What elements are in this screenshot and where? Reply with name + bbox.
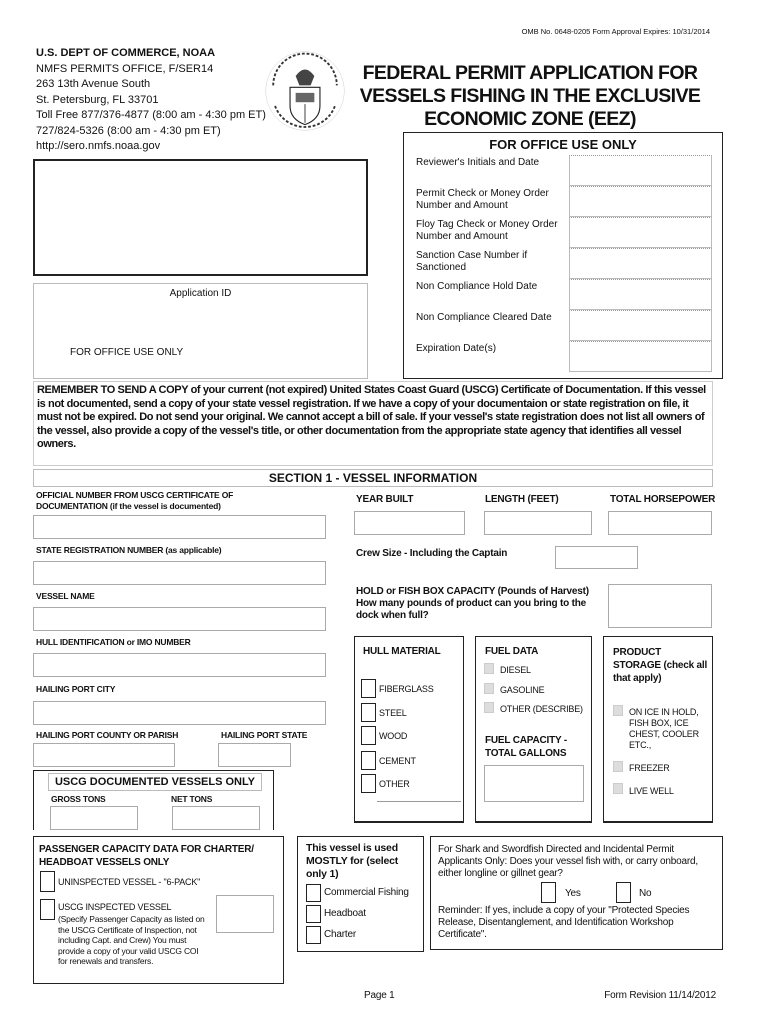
- hull-material-heading: HULL MATERIAL: [363, 646, 441, 657]
- office-row-label: Floy Tag Check or Money Order Number and Amount: [416, 219, 558, 242]
- commerce-seal-logo: [262, 45, 348, 137]
- charter-option[interactable]: [306, 926, 417, 945]
- page-title: [345, 62, 715, 131]
- gross-tons-field[interactable]: [50, 806, 138, 830]
- office-row: [404, 217, 722, 248]
- hold-capacity-label: HOLD or FISH BOX CAPACITY (Pounds of Harvest) How many pounds of product can you bring to the dock when full?: [356, 586, 589, 621]
- length-label: LENGTH (FEET): [485, 494, 559, 505]
- freezer-checkbox[interactable]: [613, 761, 623, 772]
- other-hull-line[interactable]: [377, 801, 461, 802]
- office-field[interactable]: [569, 155, 712, 186]
- office-row: [404, 310, 722, 341]
- gross-tons-label: GROSS TONS: [51, 794, 106, 804]
- address-line: 263 13th Avenue South: [36, 78, 151, 90]
- usage-heading: This vessel is used MOSTLY for (select only 1): [306, 842, 399, 880]
- section1-heading: SECTION 1 - VESSEL INFORMATION: [33, 469, 713, 487]
- other-hull-label: OTHER: [379, 779, 410, 789]
- passenger-capacity-field[interactable]: [216, 895, 274, 933]
- uninspected-checkbox[interactable]: [40, 871, 55, 892]
- office-field[interactable]: [569, 248, 712, 279]
- commercial-fishing-option[interactable]: [306, 884, 417, 903]
- application-id-label: Application ID: [169, 288, 232, 299]
- office-use-box: [403, 132, 723, 379]
- year-built-label: YEAR BUILT: [356, 494, 414, 505]
- passenger-capacity-box: [33, 836, 284, 984]
- headboat-checkbox[interactable]: [306, 905, 321, 923]
- no-label: No: [639, 888, 652, 899]
- yes-label: Yes: [565, 888, 581, 899]
- horsepower-field[interactable]: [608, 511, 712, 535]
- reminder-text: REMEMBER TO SEND A COPY of your current (not expired) United States Coast Guard (USCG) Certificate of Documentation. If this vessel is not documented, send a copy of your state vessel registration. If we have a copy of your documentaion or state registration on file, it must not be expired. Do not send your original. We cannot accept a bill of sale. If your vessel's state registration does not list all owners of the vessel, also provide a copy of the vessel's title, or other documentation from the appropriate state agency that identifies all vessel owners.: [37, 384, 706, 450]
- port-state-label: HAILING PORT STATE: [221, 730, 308, 740]
- office-field[interactable]: [569, 186, 712, 217]
- other-hull-checkbox[interactable]: [361, 774, 376, 793]
- hold-capacity-field[interactable]: [608, 584, 712, 628]
- form-revision: Form Revision 11/14/2012: [604, 990, 716, 1001]
- freezer-label: FREEZER: [629, 763, 670, 773]
- office-row-label: Sanction Case Number if Sanctioned: [416, 250, 528, 273]
- length-field[interactable]: [484, 511, 592, 535]
- fiberglass-label: FIBERGLASS: [379, 684, 434, 694]
- address-line: Toll Free 877/376-4877 (8:00 am - 4:30 pm ET): [36, 109, 266, 121]
- product-storage-heading: PRODUCT STORAGE (check all that apply): [613, 647, 708, 684]
- shark-question: For Shark and Swordfish Directed and Incidental Permit Applicants Only: Does your vessel fish with, or carry onboard, either longline or gillnet gear?: [438, 844, 698, 879]
- fuel-data-box: [475, 636, 592, 823]
- wood-checkbox[interactable]: [361, 726, 376, 745]
- yes-checkbox[interactable]: [541, 882, 556, 903]
- state-reg-field[interactable]: [33, 561, 326, 585]
- office-field[interactable]: [569, 217, 712, 248]
- office-field[interactable]: [569, 310, 712, 341]
- vessel-name-field[interactable]: [33, 607, 326, 631]
- office-row-label: Non Compliance Hold Date: [416, 281, 538, 292]
- port-county-label: HAILING PORT COUNTY OR PARISH: [36, 730, 179, 740]
- agency-name: U.S. DEPT OF COMMERCE, NOAA: [36, 47, 216, 59]
- address-line: St. Petersburg, FL 33701: [36, 93, 159, 106]
- vessel-usage-box: [297, 836, 424, 952]
- title-line: VESSELS FISHING IN THE EXCLUSIVE: [359, 85, 701, 107]
- state-reg-label: STATE REGISTRATION NUMBER (as applicable): [36, 545, 222, 555]
- office-use-heading: FOR OFFICE USE ONLY: [489, 137, 637, 152]
- uscg-box: [33, 770, 274, 830]
- commercial-fishing-label: Commercial Fishing: [324, 887, 409, 898]
- port-county-field[interactable]: [33, 743, 175, 767]
- no-checkbox[interactable]: [616, 882, 631, 903]
- vessel-name-label: VESSEL NAME: [36, 591, 95, 601]
- title-line: FEDERAL PERMIT APPLICATION FOR: [362, 62, 698, 84]
- office-row-label: Permit Check or Money Order Number and Amount: [416, 188, 549, 211]
- on-ice-checkbox[interactable]: [613, 705, 623, 716]
- office-row: [404, 279, 722, 310]
- product-storage-box: [603, 636, 713, 823]
- shark-reminder: Reminder: If yes, include a copy of your "Protected Species Release, Disentanglement, and Identification Workshop Certificate".: [438, 905, 690, 940]
- office-row-label: Non Compliance Cleared Date: [416, 312, 552, 323]
- steel-label: STEEL: [379, 708, 407, 718]
- address-line: NMFS PERMITS OFFICE, F/SER14: [36, 62, 214, 75]
- hull-id-field[interactable]: [33, 653, 326, 677]
- office-field[interactable]: [569, 341, 712, 372]
- office-row: [404, 341, 722, 372]
- fiberglass-checkbox[interactable]: [361, 679, 376, 698]
- fuel-data-heading: FUEL DATA: [485, 646, 539, 657]
- charter-label: Charter: [324, 929, 356, 940]
- charter-checkbox[interactable]: [306, 926, 321, 944]
- agency-address: [36, 46, 266, 155]
- yes-no-row: [438, 882, 717, 904]
- hull-material-box: [354, 636, 464, 823]
- omb-number: OMB No. 0648-0205 Form Approval Expires: 10/31/2014: [521, 27, 710, 36]
- uscg-heading: USCG DOCUMENTED VESSELS ONLY: [48, 773, 262, 791]
- diesel-checkbox[interactable]: [484, 663, 494, 674]
- office-use-label: FOR OFFICE USE ONLY: [70, 347, 184, 358]
- official-number-label: OFFICIAL NUMBER FROM USCG CERTIFICATE OF DOCUMENTATION (if the vessel is documented): [36, 490, 234, 511]
- live-well-label: LIVE WELL: [629, 786, 674, 796]
- office-row: [404, 186, 722, 217]
- other-fuel-label: OTHER (DESCRIBE): [500, 704, 583, 714]
- crew-size-label: Crew Size - Including the Captain: [356, 548, 508, 559]
- mailing-label-box[interactable]: [33, 159, 368, 276]
- cement-label: CEMENT: [379, 756, 416, 766]
- live-well-checkbox[interactable]: [613, 783, 623, 794]
- application-id-box: [33, 283, 368, 379]
- fuel-capacity-label: FUEL CAPACITY - TOTAL GALLONS: [485, 735, 568, 759]
- commercial-fishing-checkbox[interactable]: [306, 884, 321, 902]
- office-row: [404, 155, 722, 186]
- headboat-option[interactable]: [306, 905, 417, 924]
- title-line: ECONOMIC ZONE (EEZ): [424, 108, 636, 130]
- net-tons-label: NET TONS: [171, 794, 213, 804]
- website-link[interactable]: http://sero.nmfs.noaa.gov: [36, 140, 161, 152]
- gasoline-checkbox[interactable]: [484, 683, 494, 694]
- port-city-field[interactable]: [33, 701, 326, 725]
- crew-size-field[interactable]: [555, 546, 638, 569]
- net-tons-field[interactable]: [172, 806, 260, 830]
- inspected-label: USCG INSPECTED VESSEL: [58, 902, 172, 912]
- port-state-field[interactable]: [218, 743, 291, 767]
- office-row-label: Expiration Date(s): [416, 343, 497, 354]
- reminder-box: [33, 381, 713, 466]
- diesel-label: DIESEL: [500, 665, 531, 675]
- cement-checkbox[interactable]: [361, 751, 376, 770]
- wood-label: WOOD: [379, 731, 408, 741]
- passenger-heading: PASSENGER CAPACITY DATA FOR CHARTER/ HEADBOAT VESSELS ONLY: [39, 844, 254, 868]
- uninspected-label: UNINSPECTED VESSEL - "6-PACK": [58, 877, 201, 887]
- other-fuel-checkbox[interactable]: [484, 702, 494, 713]
- inspected-note: (Specify Passenger Capacity as listed on the USCG Certificate of Inspection, not including Capt. and Crew) You must provide a copy of your valid USCG COI for renewals and transfers.: [58, 914, 205, 966]
- official-number-field[interactable]: [33, 515, 326, 539]
- on-ice-label: ON ICE IN HOLD, FISH BOX, ICE CHEST, COOLER ETC.,: [629, 707, 699, 750]
- shark-swordfish-box: [430, 836, 723, 950]
- gasoline-label: GASOLINE: [500, 685, 545, 695]
- inspected-checkbox[interactable]: [40, 899, 55, 920]
- horsepower-label: TOTAL HORSEPOWER: [610, 494, 716, 505]
- port-city-label: HAILING PORT CITY: [36, 684, 116, 694]
- hull-id-label: HULL IDENTIFICATION or IMO NUMBER: [36, 637, 191, 647]
- fuel-capacity-field[interactable]: [484, 765, 584, 802]
- headboat-label: Headboat: [324, 908, 366, 919]
- steel-checkbox[interactable]: [361, 703, 376, 722]
- office-row: [404, 248, 722, 279]
- office-row-label: Reviewer's Initials and Date: [416, 157, 540, 168]
- page-number: Page 1: [364, 990, 395, 1001]
- year-built-field[interactable]: [354, 511, 465, 535]
- office-field[interactable]: [569, 279, 712, 310]
- address-line: 727/824-5326 (8:00 am - 4:30 pm ET): [36, 124, 221, 137]
